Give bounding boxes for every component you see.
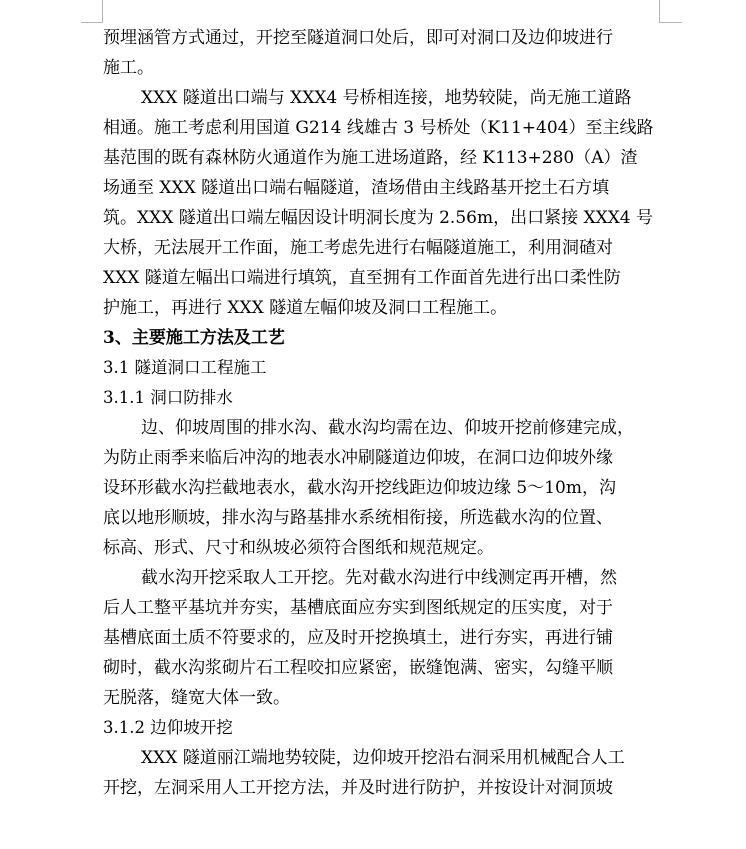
text-line: 筑。XXX 隧道出口端左幅因设计明洞长度为 2.56m，出口紧接 XXX4 号	[103, 208, 654, 228]
text-line: XXX 隧道左幅出口端进行填筑，直至拥有工作面首先进行出口柔性防	[103, 268, 621, 288]
text-line: 基槽底面土质不符要求的，应及时开挖换填土，进行夯实，再进行铺	[103, 628, 613, 648]
text-line: 开挖，左洞采用人工开挖方法，并及时进行防护，并按设计对洞顶坡	[103, 778, 613, 798]
text-line: XXX 隧道出口端与 XXX4 号桥相连接，地势较陡，尚无施工道路	[141, 88, 632, 108]
text-line: 预埋涵管方式通过，开挖至隧道洞口处后，即可对洞口及边仰坡进行	[103, 28, 613, 48]
text-line: 施工。	[103, 58, 154, 78]
text-line: 场通至 XXX 隧道出口端右幅隧道，渣场借由主线路基开挖土石方填	[103, 178, 610, 198]
text-line: 相通。施工考虑利用国道 G214 线雄古 3 号桥处（K11+404）至主线路	[103, 118, 654, 138]
text-line: 后人工整平基坑并夯实，基槽底面应夯实到图纸规定的压实度，对于	[103, 598, 613, 618]
subsection-heading: 3.1 隧道洞口工程施工	[103, 358, 267, 377]
text-line: XXX 隧道丽江端地势较陡，边仰坡开挖沿右洞采用机械配合人工	[141, 748, 625, 768]
text-line: 无脱落，缝宽大体一致。	[103, 688, 290, 708]
crop-mark-top-left	[81, 0, 103, 23]
text-line: 标高、形式、尺寸和纵坡必须符合图纸和规范规定。	[103, 538, 494, 558]
subsection-heading: 3.1.1 洞口防排水	[103, 388, 233, 407]
text-line: 边、仰坡周围的排水沟、截水沟均需在边、仰坡开挖前修建完成，	[141, 418, 634, 438]
text-line: 砌时，截水沟浆砌片石工程咬扣应紧密，嵌缝饱满、密实，勾缝平顺	[103, 658, 613, 678]
text-line: 底以地形顺坡，排水沟与路基排水系统相衔接，所选截水沟的位置、	[103, 508, 613, 528]
text-line: 为防止雨季来临后冲沟的地表水冲刷隧道边仰坡，在洞口边仰坡外缘	[103, 448, 613, 468]
section-heading: 3、主要施工方法及工艺	[103, 328, 285, 348]
text-line: 护施工，再进行 XXX 隧道左幅仰坡及洞口工程施工。	[103, 298, 508, 318]
text-line: 截水沟开挖采取人工开挖。先对截水沟进行中线测定再开槽，然	[141, 568, 617, 588]
text-line: 大桥，无法展开工作面，施工考虑先进行右幅隧道施工，利用洞碴对	[103, 238, 613, 258]
text-line: 设环形截水沟拦截地表水，截水沟开挖线距边仰坡边缘 5～10m，沟	[103, 478, 616, 498]
subsection-heading: 3.1.2 边仰坡开挖	[103, 718, 233, 737]
text-line: 基范围的既有森林防火通道作为施工进场道路，经 K113+280（A）渣	[103, 148, 638, 168]
crop-mark-top-right	[659, 0, 682, 23]
document-body	[103, 23, 659, 803]
